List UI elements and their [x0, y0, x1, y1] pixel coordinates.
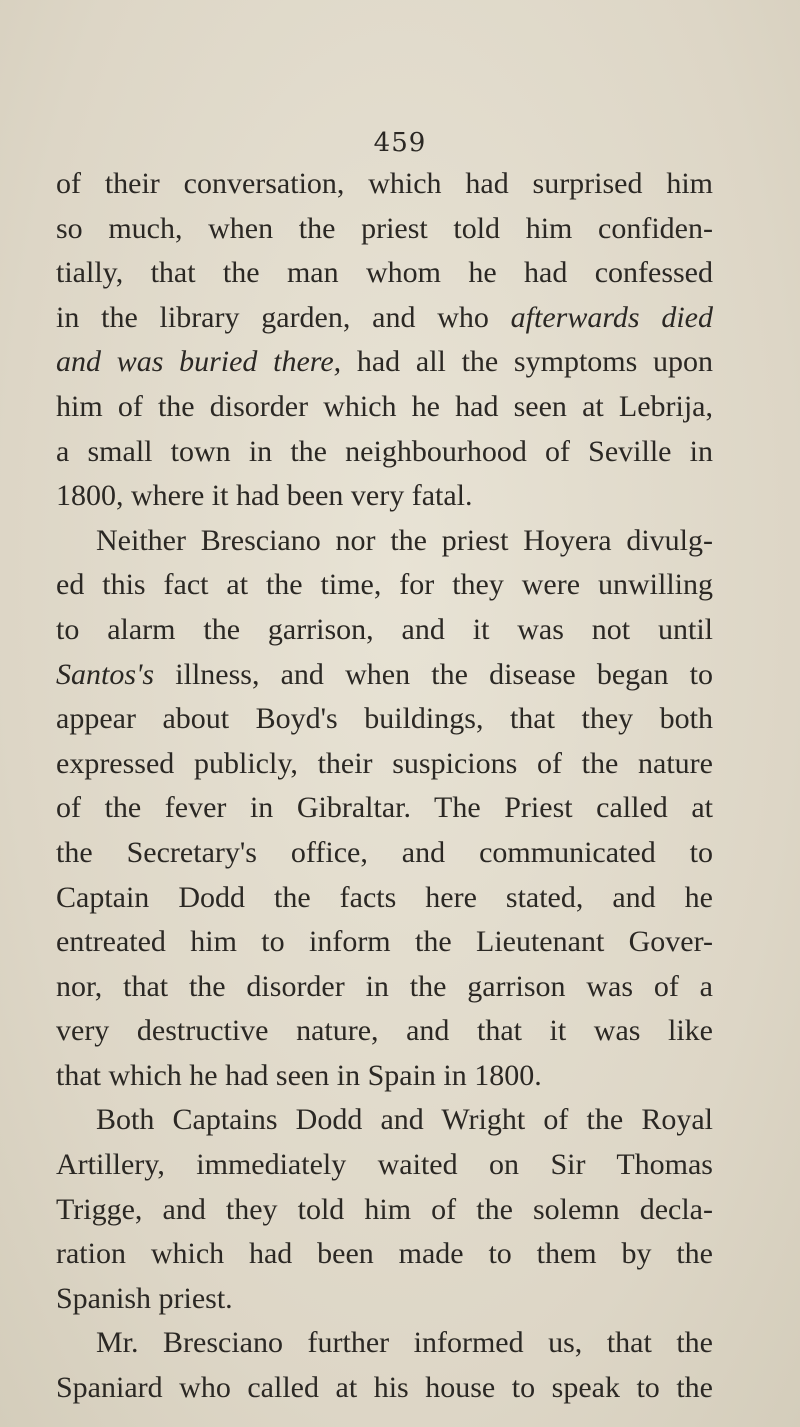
text-segment: Spaniard who called at his house to speak to the — [56, 1371, 713, 1405]
text-segment: Both Captains Dodd and Wright of the Royal — [96, 1103, 713, 1137]
text-line — [56, 474, 713, 519]
text-line — [56, 1277, 713, 1322]
text-segment: of the fever in Gibraltar. The Priest called at — [56, 791, 713, 825]
text-segment: of their conversation, which had surprised him — [56, 167, 713, 200]
text-line — [56, 831, 713, 876]
text-segment: ration which had been made to them by the — [56, 1237, 713, 1271]
page-number: 459 — [373, 128, 427, 158]
italic-text: Santos's — [56, 657, 155, 691]
text-line — [56, 1188, 713, 1233]
text-segment: entreated him to inform the Lieutenant Gover- — [56, 925, 713, 959]
text-line — [56, 1321, 713, 1366]
text-line — [56, 920, 713, 965]
text-segment: in the library garden, and who — [56, 300, 511, 334]
text-line — [56, 965, 713, 1010]
text-line — [56, 608, 713, 653]
text-segment: Mr. Bresciano further informed us, that the — [96, 1326, 713, 1360]
text-segment: nor, that the disorder in the garrison was of a — [56, 969, 713, 1003]
text-segment: illness, and when the disease began to — [154, 657, 713, 691]
text-segment: had all the symptoms upon — [341, 345, 713, 379]
italic-text: and was buried there, — [56, 345, 342, 379]
text-line — [56, 742, 713, 787]
text-line — [56, 207, 713, 252]
text-segment: Neither Bresciano nor the priest Hoyera divulg- — [96, 523, 713, 557]
text-line — [56, 385, 713, 430]
body-text — [56, 162, 713, 1411]
text-segment: Captain Dodd the facts here stated, and he — [56, 880, 713, 914]
text-line — [56, 296, 713, 341]
text-line — [56, 251, 713, 296]
text-segment: so much, when the priest told him confiden- — [56, 211, 713, 245]
text-segment: tially, that the man whom he had confessed — [56, 256, 713, 290]
text-line — [56, 162, 713, 207]
text-segment: the Secretary's office, and communicated to — [56, 835, 713, 869]
text-line — [56, 697, 713, 742]
text-segment: 1800, where it had been very fatal. — [56, 479, 473, 513]
text-segment: ed this fact at the time, for they were unwilling — [56, 568, 713, 602]
text-line — [56, 340, 713, 385]
italic-text: afterwards died — [510, 300, 713, 334]
text-line — [56, 430, 713, 475]
text-segment: him of the disorder which he had seen at Lebrija, — [56, 389, 713, 423]
text-line — [56, 653, 713, 698]
text-segment: Trigge, and they told him of the solemn decla- — [56, 1192, 713, 1226]
text-segment: to alarm the garrison, and it was not until — [56, 612, 713, 646]
text-line — [56, 1098, 713, 1143]
text-segment: Artillery, immediately waited on Sir Thomas — [56, 1148, 713, 1182]
text-segment: Spanish priest. — [56, 1281, 233, 1315]
text-line — [56, 563, 713, 608]
text-segment: appear about Boyd's buildings, that they both — [56, 702, 713, 736]
text-line — [56, 1232, 713, 1277]
text-line — [56, 876, 713, 921]
text-line — [56, 786, 713, 831]
text-segment: expressed publicly, their suspicions of the nature — [56, 746, 713, 780]
text-segment: a small town in the neighbourhood of Seville in — [56, 434, 713, 468]
text-segment: very destructive nature, and that it was like — [56, 1014, 713, 1048]
text-segment: that which he had seen in Spain in 1800. — [56, 1058, 542, 1092]
text-line — [56, 1054, 713, 1099]
text-line — [56, 1366, 713, 1411]
text-line — [56, 1009, 713, 1054]
text-line — [56, 519, 713, 564]
text-line — [56, 1143, 713, 1188]
